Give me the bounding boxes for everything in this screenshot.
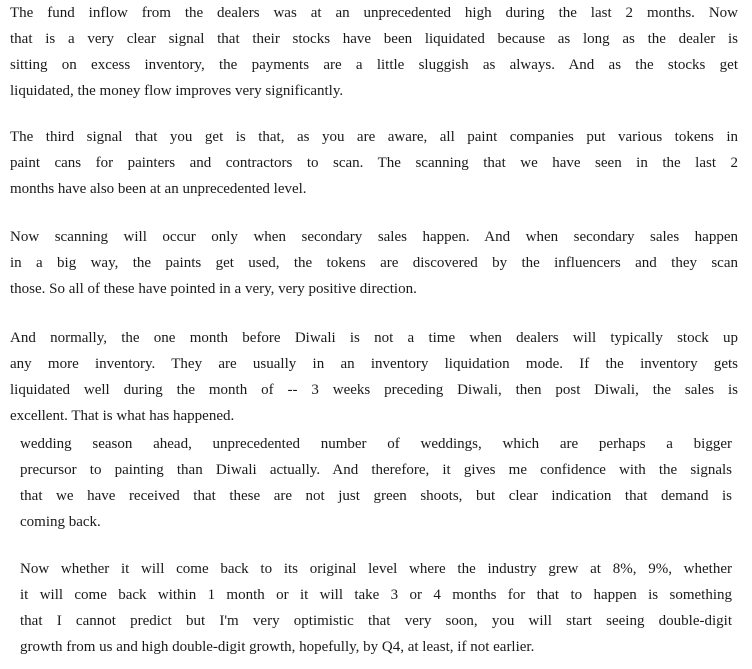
paragraph-line: that is a very clear signal that their stocks have been liquidated because as long as the dealer is bbox=[10, 31, 738, 47]
paragraph-line: Now scanning will occur only when secondary sales happen. And when secondary sales happen bbox=[10, 229, 738, 245]
paragraph-line: that we have received that these are not just green shoots, but clear indication that demand is bbox=[20, 488, 732, 504]
paragraph-fund-inflow bbox=[10, 0, 738, 104]
paragraph-line: paint cans for painters and contractors to scan. The scanning that we have seen in the last 2 bbox=[10, 155, 738, 171]
paragraph-wedding-season bbox=[20, 431, 732, 535]
paragraph-third-signal bbox=[10, 124, 738, 202]
paragraph-line: The fund inflow from the dealers was at an unprecedented high during the last 2 months. Now bbox=[10, 5, 738, 21]
paragraph-line: any more inventory. They are usually in an inventory liquidation mode. If the inventory gets bbox=[10, 356, 738, 372]
paragraph-line: growth from us and high double-digit growth, hopefully, by Q4, at least, if not earlier. bbox=[20, 639, 535, 655]
paragraph-line: excellent. That is what has happened. bbox=[10, 408, 235, 424]
paragraph-scanning bbox=[10, 224, 738, 302]
paragraph-line: months have also been at an unprecedented level. bbox=[10, 181, 307, 197]
paragraph-diwali-inventory bbox=[10, 325, 738, 429]
paragraph-line: sitting on excess inventory, the payments are a little sluggish as always. And as the stocks get bbox=[10, 57, 738, 73]
paragraph-line: those. So all of these have pointed in a very, very positive direction. bbox=[10, 281, 417, 297]
paragraph-line: precursor to painting than Diwali actually. And therefore, it gives me confidence with the signals bbox=[20, 462, 732, 478]
paragraph-line: liquidated, the money flow improves very significantly. bbox=[10, 83, 344, 99]
paragraph-line: that I cannot predict but I'm very optimistic that very soon, you will start seeing double-digit bbox=[20, 613, 732, 629]
paragraph-line: in a big way, the paints get used, the tokens are discovered by the influencers and they scan bbox=[10, 255, 738, 271]
paragraph-line: wedding season ahead, unprecedented number of weddings, which are perhaps a bigger bbox=[20, 436, 732, 452]
paragraph-line: And normally, the one month before Diwali is not a time when dealers will typically stock up bbox=[10, 330, 738, 346]
paragraph-line: liquidated well during the month of -- 3 weeks preceding Diwali, then post Diwali, the sales is bbox=[10, 382, 738, 398]
paragraph-line: it will come back within 1 month or it will take 3 or 4 months for that to happen is something bbox=[20, 587, 732, 603]
paragraph-line: The third signal that you get is that, as you are aware, all paint companies put various tokens in bbox=[10, 129, 738, 145]
paragraph-growth-outlook bbox=[20, 556, 732, 660]
paragraph-line: coming back. bbox=[20, 514, 101, 530]
paragraph-line: Now whether it will come back to its original level where the industry grew at 8%, 9%, whether bbox=[20, 561, 732, 577]
